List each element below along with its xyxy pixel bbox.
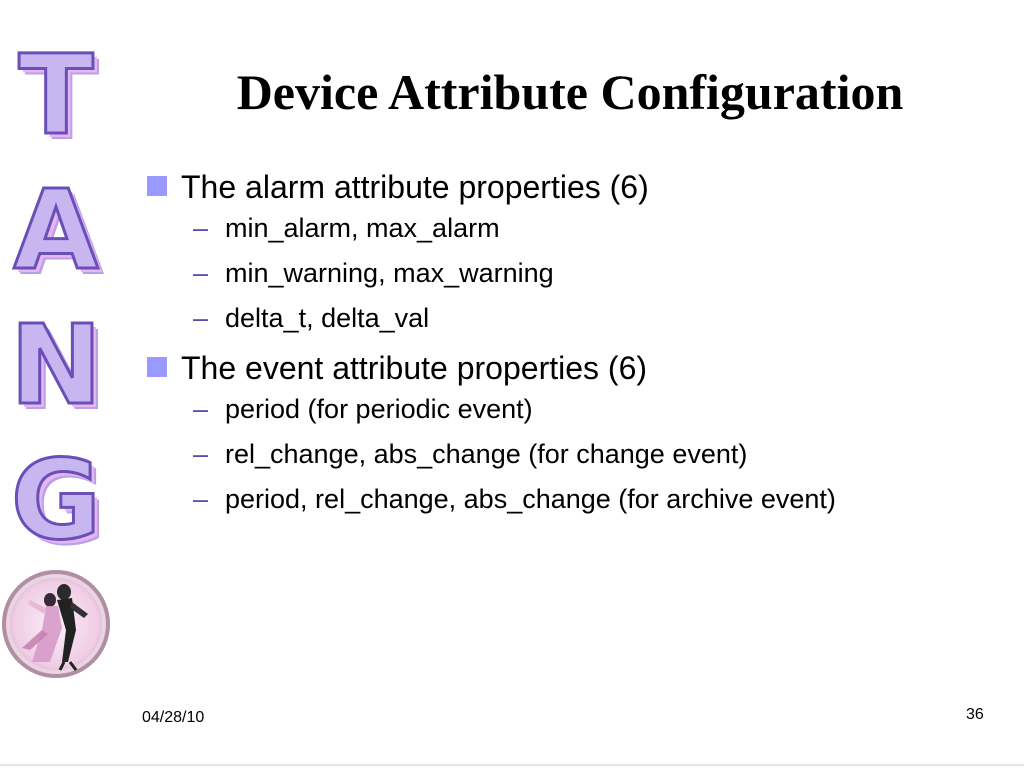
bottom-divider xyxy=(0,764,1024,766)
logo-letter-g: G xyxy=(10,436,102,564)
dash-bullet-icon: – xyxy=(193,394,209,424)
list-item xyxy=(145,257,945,290)
alarm-subitems xyxy=(145,212,945,335)
list-item xyxy=(145,302,945,335)
logo-letter-t: T xyxy=(18,31,94,159)
dash-bullet-icon: – xyxy=(193,213,209,243)
list-item xyxy=(145,393,945,426)
bullet-text: The alarm attribute properties (6) xyxy=(181,169,649,205)
list-item xyxy=(145,483,925,516)
subitem-text: min_alarm, max_alarm xyxy=(225,213,500,243)
subitem-text: rel_change, abs_change (for change event) xyxy=(225,439,748,469)
list-item xyxy=(145,438,945,471)
bullet-text: The event attribute properties (6) xyxy=(181,350,648,386)
page-number: 36 xyxy=(966,706,984,723)
list-item xyxy=(145,212,945,245)
subitem-text: delta_t, delta_val xyxy=(225,303,430,333)
bullet-event-properties xyxy=(145,347,945,389)
bullet-alarm-properties xyxy=(145,166,945,208)
square-bullet-icon xyxy=(147,176,167,196)
subitem-text: period, rel_change, abs_change (for archive event) xyxy=(225,484,836,514)
slide-content xyxy=(145,166,945,528)
dash-bullet-icon: – xyxy=(193,484,209,514)
footer-date: 04/28/10 xyxy=(142,709,205,726)
tango-dancers-icon xyxy=(2,570,110,678)
logo-letter-a: A xyxy=(13,166,99,294)
logo-letter-n: N xyxy=(9,301,103,429)
event-subitems xyxy=(145,393,945,516)
subitem-text: period (for periodic event) xyxy=(225,394,533,424)
slide-title: Device Attribute Configuration xyxy=(236,64,904,120)
square-bullet-icon xyxy=(147,357,167,377)
dash-bullet-icon: – xyxy=(193,258,209,288)
dash-bullet-icon: – xyxy=(193,439,209,469)
tango-logo xyxy=(0,31,120,690)
dash-bullet-icon: – xyxy=(193,303,209,333)
subitem-text: min_warning, max_warning xyxy=(225,258,554,288)
